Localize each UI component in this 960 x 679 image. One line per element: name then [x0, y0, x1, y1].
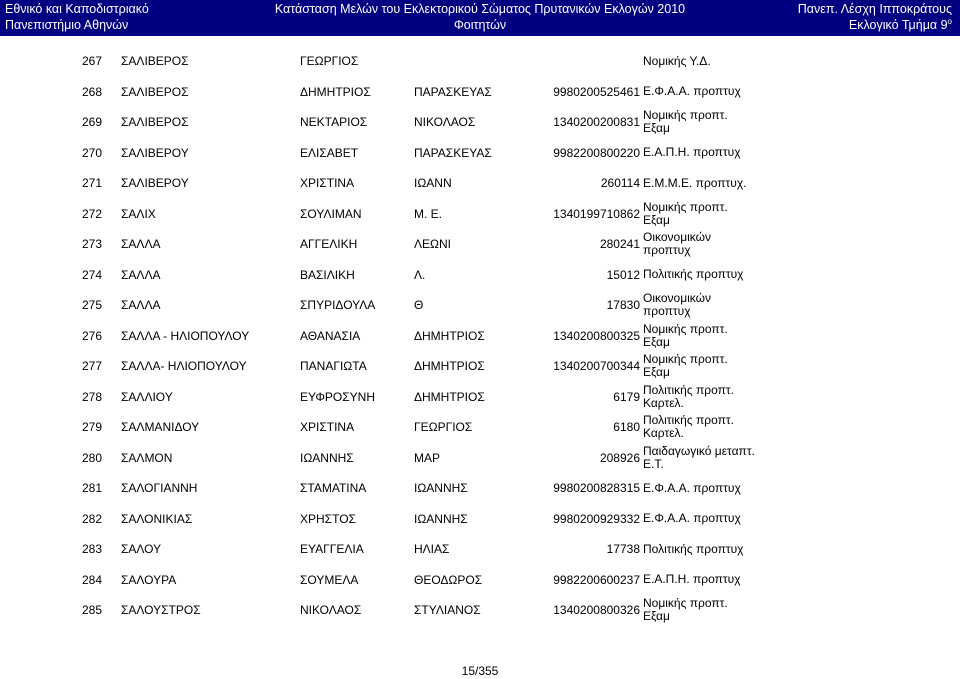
- first-name-cell: ΒΑΣΙΛΙΚΗ: [300, 267, 355, 282]
- father-name-cell: Λ.: [414, 267, 426, 282]
- first-name-cell: ΑΘΑΝΑΣΙΑ: [300, 328, 361, 343]
- row-number: 277: [82, 359, 103, 373]
- first-name-cell: ΧΡΙΣΤΙΝΑ: [300, 420, 355, 434]
- row-number: 285: [82, 603, 103, 617]
- department-line1: Ε.Φ.Α.Α. προπτυχ: [643, 511, 741, 525]
- surname-cell: ΣΑΛΜΑΝΙΔΟΥ: [121, 420, 200, 434]
- surname-cell: ΣΑΛΛΑ: [121, 298, 161, 312]
- father-name-cell: Μ. Ε.: [414, 206, 443, 221]
- father-name-cell: ΣΤΥΛΙΑΝΟΣ: [414, 603, 481, 617]
- row-number: 269: [82, 115, 103, 129]
- row-number: 276: [82, 328, 103, 343]
- polling-station-name: Πανεπ. Λέσχη Ιπποκράτους: [797, 2, 952, 16]
- surname-cell: ΣΑΛΙΒΕΡΟΥ: [121, 145, 189, 160]
- student-code-cell: 9982200600237: [553, 572, 640, 587]
- department-line1: Ε.Α.Π.Η. προπτυχ: [643, 145, 741, 159]
- table-row: [0, 168, 960, 198]
- department-cell: [643, 199, 728, 229]
- table-row: [0, 443, 960, 473]
- father-name-cell: ΘΕΟΔΩΡΟΣ: [414, 572, 483, 587]
- surname-cell: ΣΑΛΙΧ: [121, 206, 156, 221]
- student-code-cell: 9980200525461: [553, 84, 640, 99]
- department-cell: [643, 77, 741, 107]
- student-code-cell: [500, 46, 640, 76]
- department-cell: [643, 351, 728, 381]
- department-line1: Ε.Α.Π.Η. προπτυχ: [643, 572, 741, 586]
- department-line1: Νομικής προπτ.: [643, 596, 728, 610]
- table-row: [0, 77, 960, 107]
- first-name-cell: ΣΤΑΜΑΤΙΝΑ: [300, 481, 367, 495]
- department-cell: [643, 46, 711, 76]
- first-name-cell: ΣΟΥΜΕΛΑ: [300, 572, 359, 587]
- department-line1: Ε.Φ.Α.Α. προπτυχ: [643, 84, 741, 98]
- table-row: [0, 290, 960, 320]
- father-name-cell: ΗΛΙΑΣ: [414, 542, 450, 556]
- table-row: [0, 534, 960, 564]
- student-code-cell: 208926: [599, 450, 640, 465]
- department-line2: προπτυχ: [643, 304, 691, 318]
- surname-cell: ΣΑΛΛΑ: [121, 267, 161, 282]
- department-line1: Οικονομικών: [643, 291, 712, 305]
- student-code-cell: 9982200800220: [553, 145, 640, 160]
- department-cell: [643, 534, 743, 564]
- father-name-cell: ΓΕΩΡΓΙΟΣ: [414, 420, 473, 434]
- first-name-cell: ΔΗΜΗΤΡΙΟΣ: [300, 84, 371, 99]
- row-number: 284: [82, 572, 103, 587]
- first-name-cell: ΑΓΓΕΛΙΚΗ: [300, 237, 358, 251]
- department-cell: [643, 107, 728, 137]
- father-name-cell: ΔΗΜΗΤΡΙΟΣ: [414, 359, 485, 373]
- row-number: 283: [82, 542, 103, 556]
- department-line1: Νομικής προπτ.: [643, 108, 728, 122]
- department-line1: Ε.Μ.Μ.Ε. προπτυχ.: [643, 175, 747, 190]
- department-cell: [643, 138, 741, 168]
- table-row: [0, 382, 960, 412]
- student-code-cell: 1340200800326: [553, 603, 640, 617]
- student-code-cell: 17738: [606, 542, 640, 556]
- father-name-cell: ΜΑΡ: [414, 450, 441, 465]
- student-code-cell: 1340200700344: [553, 359, 640, 373]
- department-cell: [643, 260, 743, 290]
- department-cell: [643, 565, 741, 595]
- university-name-line1: Εθνικό και Καποδιστριακό: [5, 2, 149, 16]
- surname-cell: ΣΑΛΛΑ - ΗΛΙΟΠΟΥΛΟΥ: [121, 328, 250, 343]
- row-number: 282: [82, 511, 103, 526]
- department-cell: [643, 412, 734, 442]
- department-cell: [643, 321, 728, 351]
- first-name-cell: ΣΠΥΡΙΔΟΥΛΑ: [300, 298, 376, 312]
- department-line1: Πολιτικής προπτ.: [643, 382, 734, 397]
- father-name-cell: ΙΩΑΝΝ: [414, 176, 452, 190]
- row-number: 267: [82, 54, 103, 68]
- row-number: 278: [82, 389, 103, 404]
- department-line2: Καρτελ.: [643, 395, 684, 410]
- surname-cell: ΣΑΛΙΒΕΡΟΥ: [121, 176, 189, 190]
- table-row: [0, 473, 960, 503]
- student-code-cell: 9980200929332: [553, 511, 640, 526]
- department-line2: Καρτελ.: [643, 426, 684, 440]
- department-cell: [643, 443, 755, 473]
- table-row: [0, 412, 960, 442]
- table-row: [0, 107, 960, 137]
- department-line1: Πολιτικής προπτυχ: [643, 267, 744, 281]
- department-cell: [643, 595, 728, 625]
- table-row: [0, 595, 960, 625]
- department-line1: Νομικής προπτ.: [643, 352, 728, 366]
- department-line2: προπτυχ: [643, 243, 691, 257]
- table-row: [0, 260, 960, 290]
- surname-cell: ΣΑΛΛΙΟΥ: [121, 389, 173, 404]
- first-name-cell: ΧΡΗΣΤΟΣ: [300, 511, 356, 526]
- table-row: [0, 321, 960, 351]
- table-row: [0, 138, 960, 168]
- student-code-cell: 280241: [599, 237, 640, 251]
- student-code-cell: 6180: [613, 420, 640, 434]
- row-number: 273: [82, 237, 103, 251]
- table-row: [0, 565, 960, 595]
- row-number: 275: [82, 298, 103, 312]
- first-name-cell: ΓΕΩΡΓΙΟΣ: [300, 54, 359, 68]
- father-name-cell: ΙΩΑΝΝΗΣ: [414, 481, 468, 495]
- department-line1: Νομικής προπτ.: [643, 199, 728, 214]
- department-line1: Ε.Φ.Α.Α. προπτυχ: [643, 480, 741, 495]
- first-name-cell: ΧΡΙΣΤΙΝΑ: [300, 176, 355, 190]
- surname-cell: ΣΑΛΜΟΝ: [121, 450, 173, 465]
- row-number: 272: [82, 206, 103, 221]
- first-name-cell: ΝΙΚΟΛΑΟΣ: [300, 603, 362, 617]
- student-code-cell: 17830: [606, 298, 640, 312]
- polling-section-label: Εκλογικό Τμήμα 9: [848, 18, 948, 32]
- university-name-line2: Πανεπιστήμιο Αθηνών: [5, 18, 129, 32]
- surname-cell: ΣΑΛΙΒΕΡΟΣ: [121, 115, 189, 129]
- department-line1: Παιδαγωγικό μεταπτ.: [643, 443, 755, 458]
- surname-cell: ΣΑΛΛΑ- ΗΛΙΟΠΟΥΛΟΥ: [121, 359, 247, 373]
- first-name-cell: ΕΥΦΡΟΣΥΝΗ: [300, 389, 375, 404]
- student-code-cell: 6179: [613, 389, 640, 404]
- father-name-cell: ΛΕΩΝΙ: [414, 237, 451, 251]
- department-line2: Εξαμ: [643, 334, 670, 349]
- surname-cell: ΣΑΛΟΝΙΚΙΑΣ: [121, 511, 193, 526]
- student-code-cell: 9980200828315: [553, 481, 640, 495]
- first-name-cell: ΙΩΑΝΝΗΣ: [300, 450, 354, 465]
- father-name-cell: ΠΑΡΑΣΚΕΥΑΣ: [414, 84, 492, 99]
- row-number: 271: [82, 176, 103, 190]
- table-row: [0, 46, 960, 76]
- department-line1: Νομικής Υ.Δ.: [643, 53, 711, 68]
- row-number: 280: [82, 450, 103, 465]
- father-name-cell: ΝΙΚΟΛΑΟΣ: [414, 115, 476, 129]
- student-code-cell: 15012: [606, 267, 640, 282]
- department-cell: [643, 473, 741, 503]
- surname-cell: ΣΑΛΟΓΙΑΝΝΗ: [121, 481, 198, 495]
- table-row: [0, 199, 960, 229]
- department-line1: Νομικής προπτ.: [643, 321, 728, 336]
- surname-cell: ΣΑΛΟΥ: [121, 542, 162, 556]
- father-name-cell: ΠΑΡΑΣΚΕΥΑΣ: [414, 145, 492, 160]
- row-number: 281: [82, 481, 103, 495]
- department-line2: Εξαμ: [643, 609, 670, 623]
- department-cell: [643, 290, 711, 320]
- department-line1: Πολιτικής προπτ.: [643, 413, 734, 427]
- department-line2: Εξαμ: [643, 121, 670, 135]
- department-line2: Εξαμ: [643, 365, 670, 379]
- department-line1: Οικονομικών: [643, 230, 712, 244]
- department-line2: Ε.Τ.: [643, 456, 664, 471]
- document-title-line2: Φοιτητών: [453, 18, 507, 32]
- father-name-cell: Θ: [414, 298, 424, 312]
- page-number: 15/355: [461, 664, 499, 678]
- department-cell: [643, 168, 747, 198]
- student-code-cell: 1340199710862: [553, 206, 640, 221]
- row-number: 279: [82, 420, 103, 434]
- table-row: [0, 504, 960, 534]
- student-code-cell: 1340200800325: [553, 328, 640, 343]
- surname-cell: ΣΑΛΙΒΕΡΟΣ: [121, 84, 189, 99]
- row-number: 268: [82, 84, 103, 99]
- first-name-cell: ΣΟΥΛΙΜΑΝ: [300, 206, 362, 221]
- table-row: [0, 351, 960, 381]
- first-name-cell: ΝΕΚΤΑΡΙΟΣ: [300, 115, 368, 129]
- department-line1: Πολιτικής προπτυχ: [643, 541, 744, 556]
- first-name-cell: ΕΥΑΓΓΕΛΙΑ: [300, 542, 364, 556]
- department-cell: [643, 382, 734, 412]
- first-name-cell: ΠΑΝΑΓΙΩΤΑ: [300, 359, 367, 373]
- father-name-cell: ΔΗΜΗΤΡΙΟΣ: [414, 389, 485, 404]
- document-title-line1: Κατάσταση Μελών του Εκλεκτορικού Σώματος Πρυτανικών Εκλογών 2010: [274, 2, 686, 16]
- table-row: [0, 229, 960, 259]
- father-name-cell: ΙΩΑΝΝΗΣ: [414, 511, 468, 526]
- department-line2: Εξαμ: [643, 212, 670, 227]
- surname-cell: ΣΑΛΙΒΕΡΟΣ: [121, 54, 189, 68]
- surname-cell: ΣΑΛΟΥΣΤΡΟΣ: [121, 603, 201, 617]
- department-cell: [643, 229, 711, 259]
- surname-cell: ΣΑΛΟΥΡΑ: [121, 572, 177, 587]
- department-cell: [643, 504, 741, 534]
- student-code-cell: 260114: [600, 176, 640, 190]
- first-name-cell: ΕΛΙΣΑΒΕΤ: [300, 145, 359, 160]
- row-number: 270: [82, 145, 103, 160]
- father-name-cell: ΔΗΜΗΤΡΙΟΣ: [414, 328, 485, 343]
- surname-cell: ΣΑΛΛΑ: [121, 237, 161, 251]
- student-code-cell: 1340200200831: [553, 115, 640, 129]
- row-number: 274: [82, 267, 103, 282]
- polling-section-ordinal: ο: [947, 17, 952, 26]
